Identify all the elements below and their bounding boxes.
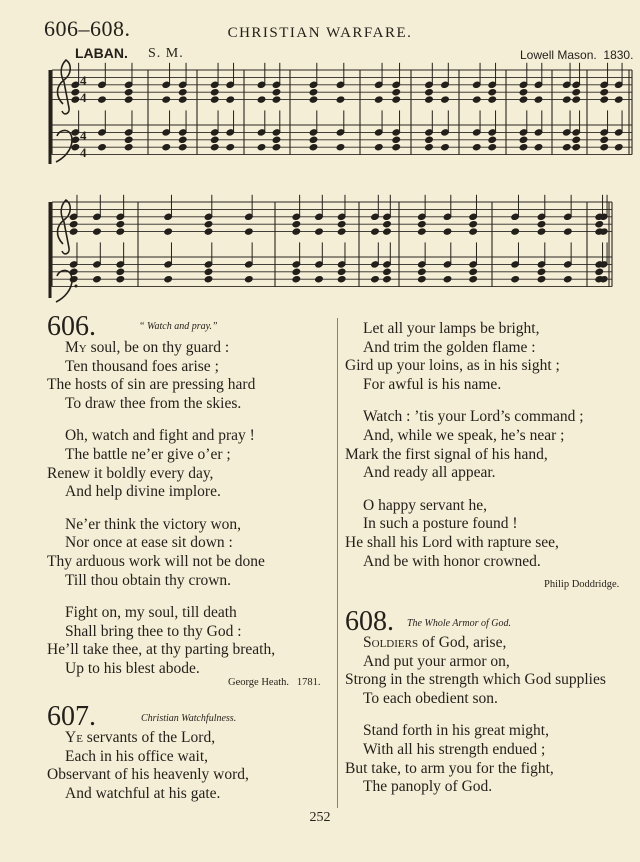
verse-line: To draw thee from the skies. [65,394,242,412]
notehead [337,268,346,275]
music-score [0,0,640,310]
hymn-author: Philip Doddridge. [544,579,620,590]
notehead [519,96,528,103]
verse-line: Up to his blest abode. [65,659,200,677]
verse-line: Stand forth in his great might, [363,722,549,740]
notehead [383,221,392,228]
notehead [392,96,401,103]
notehead [226,144,235,151]
verse-line: Each in his office wait, [65,747,209,765]
notehead [272,96,281,103]
notehead [210,89,219,96]
verse-line: And help divine implore. [65,483,221,501]
verse-line: Strong in the strength which God supplies [345,671,606,689]
notehead [337,276,346,283]
verse-line: Fight on, my soul, till death [65,604,237,622]
notehead [488,136,497,143]
notehead [71,96,80,103]
page-number: 252 [309,810,331,825]
notehead [600,136,609,143]
hymn-number: 608. [345,606,394,637]
notehead [226,96,235,103]
verse-line: To each obedient son. [363,689,498,707]
verse-line: Gird up your loins, as in his sight ; [345,357,560,375]
notehead [178,96,187,103]
notehead [164,276,173,283]
notehead [309,144,318,151]
verse-line: And ready all appear. [363,464,496,482]
notehead [337,221,346,228]
notehead [69,228,78,235]
verse-line: Ne’er think the victory won, [65,515,242,533]
notehead [98,96,107,103]
verse-line: But take, to arm you for the fight, [345,759,554,777]
notehead [374,96,383,103]
notehead [93,276,102,283]
notehead [162,96,171,103]
notehead [572,96,581,103]
hymn-607-continued [345,320,620,590]
notehead [162,144,171,151]
notehead [595,268,604,275]
notehead [534,144,543,151]
notehead [614,144,623,151]
notehead [595,221,604,228]
verse-opening-word: My [65,339,87,356]
notehead [204,221,213,228]
notehead [418,268,427,275]
notehead [98,144,107,151]
notehead [418,276,427,283]
verse-line: The hosts of sin are pressing hard [47,376,256,394]
notehead [116,228,125,235]
verse-opening-word: Ye [65,729,83,746]
notehead [383,276,392,283]
notehead [292,276,301,283]
hymn-verses [47,339,275,679]
hymn-608 [345,608,606,797]
notehead [418,228,427,235]
verse-line: O happy servant he, [363,496,487,514]
tune-meter: S. M. [148,46,184,61]
notehead [116,268,125,275]
hymn-author: George Heath. 1781. [228,677,321,688]
hymn-range: 606–608. [44,16,131,41]
notehead [336,144,345,151]
verse-line: He shall his Lord with rapture see, [345,533,559,551]
notehead [537,268,546,275]
notehead [441,96,450,103]
notehead [315,228,324,235]
composer-year: 1830. [603,48,634,62]
verse-line: Thy arduous work will not be done [47,552,265,570]
verse-line: The battle ne’er give o’er ; [65,445,231,463]
notehead [292,221,301,228]
notehead [69,221,78,228]
verse-line: Observant of his heavenly word, [47,766,249,784]
notehead [245,228,254,235]
notehead [572,136,581,143]
verse-line: He’ll take thee, at thy parting breath, [47,641,276,659]
hymn-heading: The Whole Armor of God. [407,618,511,629]
notehead [511,228,520,235]
hymn-verses [47,729,249,803]
verse-line: Nor once at ease sit down : [65,534,233,552]
notehead [210,136,219,143]
section-title: CHRISTIAN WARFARE. [227,25,413,41]
notehead [488,144,497,151]
notehead [469,276,478,283]
notehead [392,89,401,96]
notehead [245,276,254,283]
notehead [564,228,573,235]
notehead [537,221,546,228]
notehead [425,96,434,103]
notehead [472,96,481,103]
author-year: 1781. [296,677,321,688]
notehead [292,268,301,275]
hymn-verses [345,634,606,797]
notehead [124,144,133,151]
notehead [469,228,478,235]
notehead [272,136,281,143]
hymn-heading: Christian Watchfulness. [141,713,237,724]
notehead [469,221,478,228]
notehead [124,96,133,103]
hymn-606 [47,311,321,688]
verse-line: The panoply of God. [363,778,493,796]
verse-line: For awful is his name. [363,375,502,393]
notehead [309,89,318,96]
verse-line: My soul, be on thy guard : [65,339,230,356]
notehead [392,136,401,143]
notehead [519,89,528,96]
verse-line: Renew it boldly every day, [47,464,214,482]
hymn-number: 607. [47,701,96,732]
verse-line: Let all your lamps be bright, [363,320,540,337]
notehead [71,89,80,96]
verse-line: And be with honor crowned. [363,552,541,570]
notehead [418,221,427,228]
notehead [309,136,318,143]
notehead [315,276,324,283]
verse-line: Ten thousand foes arise ; [65,357,219,375]
verse-line: And, while we speak, he’s near ; [363,426,565,444]
verse-line: In such a posture found ! [363,515,518,533]
verse-line: With all his strength endued ; [363,740,546,758]
notehead [178,144,187,151]
verse-line: Soldiers of God, arise, [363,634,507,651]
notehead [116,221,125,228]
verse-line: Ye servants of the Lord, [65,729,216,746]
notehead [572,144,581,151]
notehead [272,89,281,96]
notehead [519,144,528,151]
notehead [537,228,546,235]
notehead [204,228,213,235]
verse-line: Watch : ’tis your Lord’s command ; [363,408,584,426]
notehead [374,144,383,151]
hymn-heading: “ Watch and pray.” [139,321,218,332]
notehead [178,136,187,143]
verse-line: And trim the golden flame : [363,338,536,356]
notehead [204,276,213,283]
notehead [614,96,623,103]
composer-name: Lowell Mason. [520,48,597,62]
notes [69,63,623,283]
clefs [56,60,72,302]
notehead [116,276,125,283]
notehead [443,228,452,235]
notehead [534,96,543,103]
notehead [600,89,609,96]
notehead [600,144,609,151]
notehead [204,268,213,275]
notehead [425,136,434,143]
notehead [337,228,346,235]
time-sig-bottom-bass: 4 [80,145,87,160]
notehead [309,96,318,103]
notehead [272,144,281,151]
notehead [441,144,450,151]
notehead [371,276,380,283]
verse-line: Till thou obtain thy crown. [65,571,232,589]
time-sig-bottom-treble: 4 [80,90,87,105]
notehead [210,144,219,151]
notehead [600,96,609,103]
notehead [562,144,571,151]
notehead [124,89,133,96]
notehead [257,144,266,151]
notehead [425,89,434,96]
notehead [443,276,452,283]
notehead [178,89,187,96]
notehead [124,136,133,143]
verse-line: And put your armor on, [363,652,510,670]
notehead [164,228,173,235]
notehead [488,96,497,103]
notehead [564,276,573,283]
verse-line: Shall bring thee to thy God : [65,622,242,640]
notehead [488,89,497,96]
time-signatures [80,73,87,160]
verse-line: And watchful at his gate. [65,784,221,802]
notehead [292,228,301,235]
notehead [257,96,266,103]
tune-name: LABAN. [75,45,128,61]
notehead [383,228,392,235]
notehead [336,96,345,103]
notehead [472,144,481,151]
notehead [511,276,520,283]
hymn-607 [47,703,249,803]
notehead [93,228,102,235]
verse-opening-word: Soldiers [363,634,419,651]
hymn-verses [345,320,584,571]
notehead [572,89,581,96]
time-sig-top-bass: 4 [80,128,87,143]
verse-line: Mark the first signal of his hand, [345,445,548,463]
notehead [383,268,392,275]
verse-line: Oh, watch and fight and pray ! [65,427,255,445]
notehead [519,136,528,143]
notehead [562,96,571,103]
column-divider [337,318,338,808]
notehead [537,276,546,283]
notehead [210,96,219,103]
notehead [425,144,434,151]
notehead [371,228,380,235]
hymn-number: 606. [47,311,96,342]
notehead [469,268,478,275]
notehead [392,144,401,151]
time-sig-top-treble: 4 [80,73,87,88]
